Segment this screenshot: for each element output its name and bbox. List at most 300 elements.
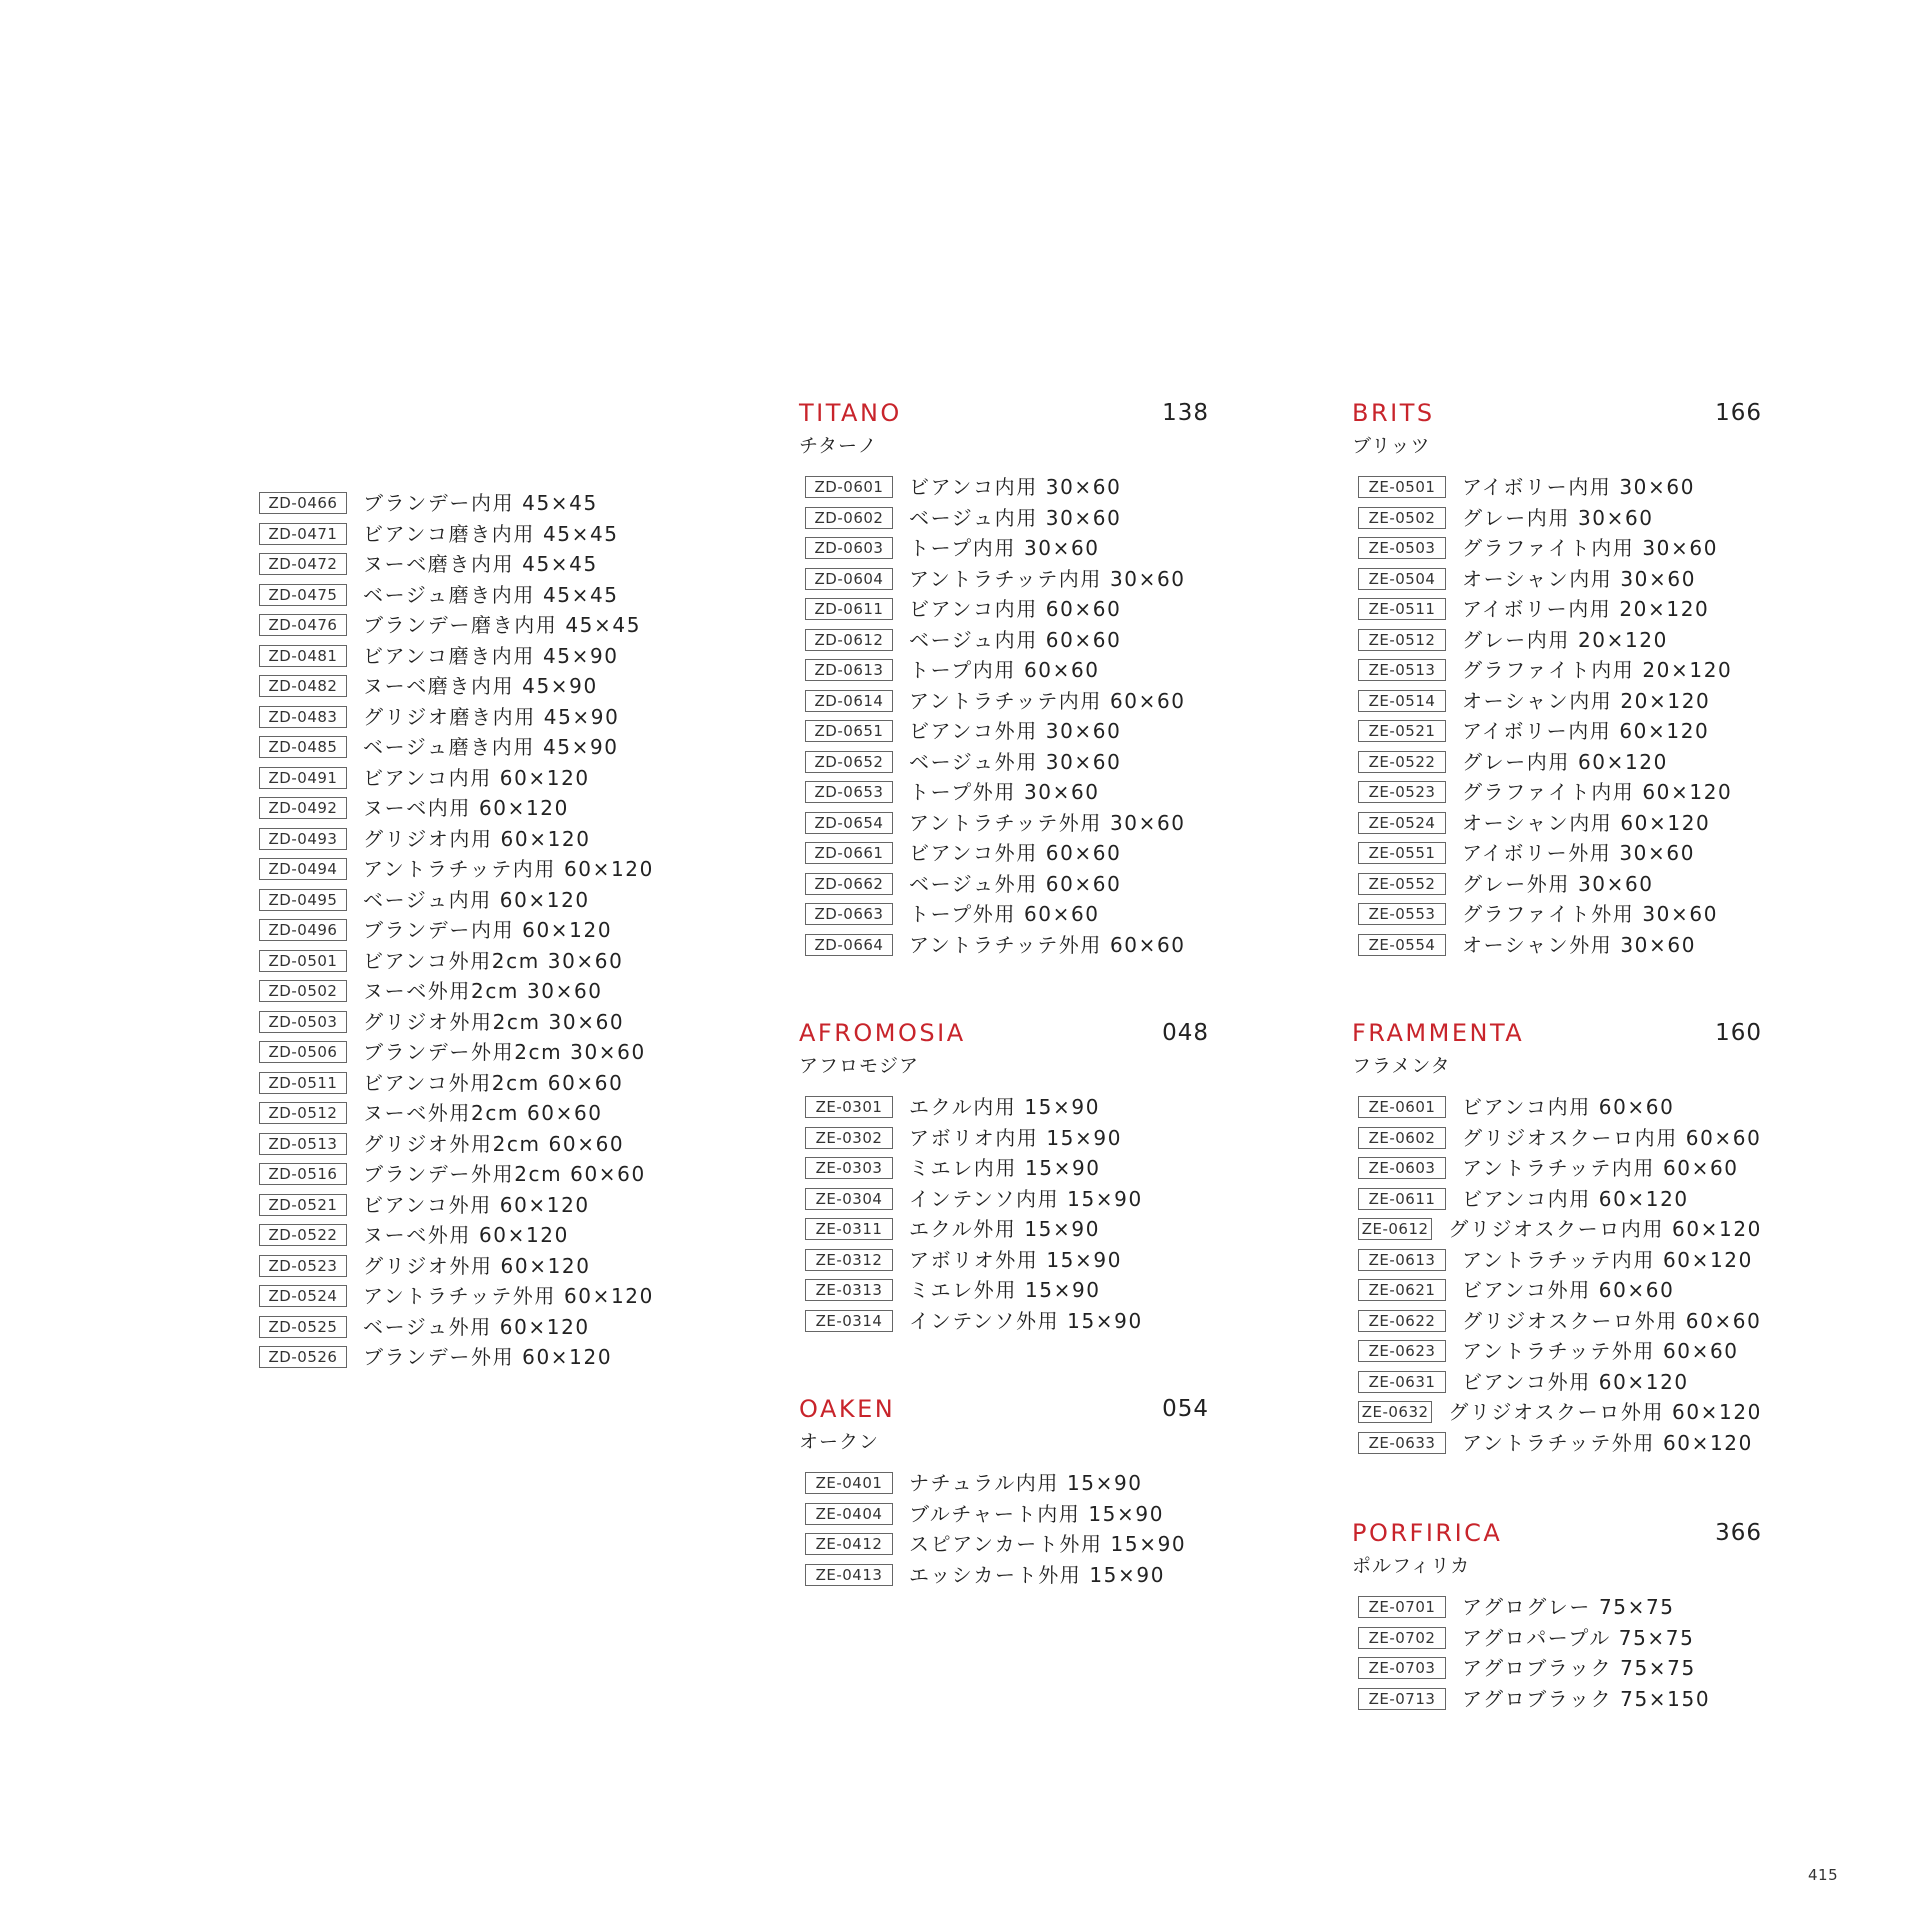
product-code-label: ZE-0401 — [805, 1472, 893, 1494]
product-code-label: ZE-0311 — [805, 1218, 893, 1240]
section-page-number: 138 — [1162, 400, 1209, 426]
product-code-label: ZD-0491 — [259, 767, 347, 789]
list-item — [799, 777, 1209, 808]
product-description: ビアンコ磨き内用 45×90 — [363, 643, 619, 668]
product-code-label: ZD-0482 — [259, 675, 347, 697]
product-code-label: ZE-0553 — [1358, 903, 1446, 925]
product-description: ビアンコ外用 60×60 — [1462, 1278, 1675, 1303]
list-item — [253, 885, 654, 916]
list-item — [253, 1037, 654, 1068]
list-item — [1352, 1275, 1762, 1306]
product-description: グレー外用 30×60 — [1462, 871, 1654, 896]
product-code-label: ZD-0652 — [805, 751, 893, 773]
product-code-label: ZD-0471 — [259, 523, 347, 545]
product-code-label: ZD-0601 — [805, 476, 893, 498]
list-item — [1352, 1336, 1762, 1367]
product-description: アイボリー内用 20×120 — [1462, 597, 1710, 622]
product-description: グラファイト内用 30×60 — [1462, 536, 1719, 561]
product-code-label: ZE-0312 — [805, 1249, 893, 1271]
product-description: ベージュ内用 60×60 — [909, 627, 1122, 652]
section-kana: フラメンタ — [1352, 1055, 1451, 1077]
product-description: ビアンコ外用 30×60 — [909, 719, 1122, 744]
product-description: グラファイト内用 20×120 — [1462, 658, 1733, 683]
list-item — [1352, 1428, 1762, 1459]
product-code-label: ZD-0664 — [805, 934, 893, 956]
section-title: OAKEN — [799, 1395, 896, 1423]
product-code-label: ZD-0653 — [805, 781, 893, 803]
list-item — [1352, 1684, 1762, 1715]
list-item — [1352, 1184, 1762, 1215]
section-items — [799, 1092, 1209, 1336]
product-code-label: ZE-0612 — [1358, 1218, 1432, 1240]
list-item — [799, 1529, 1209, 1560]
section-titano — [799, 398, 1209, 960]
product-description: インテンソ内用 15×90 — [909, 1186, 1143, 1211]
product-code-label: ZE-0713 — [1358, 1688, 1446, 1710]
product-description: ビアンコ磨き内用 45×45 — [363, 521, 619, 546]
product-description: オーシャン外用 30×60 — [1462, 932, 1697, 957]
product-code-label: ZD-0521 — [259, 1194, 347, 1216]
product-description: ベージュ磨き内用 45×45 — [363, 582, 619, 607]
product-code-label: ZE-0631 — [1358, 1371, 1446, 1393]
product-description: オーシャン内用 30×60 — [1462, 566, 1697, 591]
product-code-label: ZD-0501 — [259, 950, 347, 972]
section-title: TITANO — [799, 399, 902, 427]
list-item — [253, 1159, 654, 1190]
list-item — [1352, 747, 1762, 778]
product-description: アボリオ外用 15×90 — [909, 1247, 1123, 1272]
list-item — [799, 594, 1209, 625]
list-item — [1352, 1306, 1762, 1337]
list-item — [799, 686, 1209, 717]
list-item — [1352, 1123, 1762, 1154]
section-afromosia — [799, 1018, 1209, 1336]
product-code-label: ZD-0523 — [259, 1255, 347, 1277]
list-item — [1352, 899, 1762, 930]
product-code-label: ZD-0506 — [259, 1041, 347, 1063]
product-code-label: ZD-0614 — [805, 690, 893, 712]
list-item — [253, 946, 654, 977]
product-code-label: ZE-0512 — [1358, 629, 1446, 651]
product-description: アントラチッテ内用 60×120 — [363, 857, 654, 882]
product-code-label: ZE-0521 — [1358, 720, 1446, 742]
product-code-label: ZD-0483 — [259, 706, 347, 728]
product-description: アイボリー外用 30×60 — [1462, 841, 1696, 866]
list-item — [799, 564, 1209, 595]
product-code-label: ZE-0501 — [1358, 476, 1446, 498]
product-code-label: ZE-0303 — [805, 1157, 893, 1179]
product-code-label: ZE-0304 — [805, 1188, 893, 1210]
product-description: グレー内用 20×120 — [1462, 627, 1668, 652]
product-description: ベージュ内用 60×120 — [363, 887, 590, 912]
list-item — [1352, 1367, 1762, 1398]
section-title: PORFIRICA — [1352, 1519, 1503, 1547]
list-item — [799, 1245, 1209, 1276]
product-code-label: ZE-0513 — [1358, 659, 1446, 681]
list-item — [253, 702, 654, 733]
product-code-label: ZD-0602 — [805, 507, 893, 529]
product-code-label: ZD-0604 — [805, 568, 893, 590]
section-items — [799, 1468, 1209, 1590]
list-item — [253, 519, 654, 550]
list-item — [799, 1306, 1209, 1337]
product-description: ビアンコ内用 60×60 — [909, 597, 1122, 622]
section-header — [1352, 1518, 1762, 1558]
product-code-label: ZD-0494 — [259, 858, 347, 880]
section-oaken — [799, 1394, 1209, 1590]
product-description: インテンソ外用 15×90 — [909, 1308, 1143, 1333]
product-description: グレー内用 60×120 — [1462, 749, 1668, 774]
list-item — [1352, 503, 1762, 534]
product-description: アントラチッテ外用 60×60 — [1462, 1339, 1739, 1364]
product-description: ベージュ内用 30×60 — [909, 505, 1122, 530]
list-item — [1352, 686, 1762, 717]
product-code-label: ZE-0301 — [805, 1096, 893, 1118]
list-item — [799, 1123, 1209, 1154]
list-item — [1352, 1592, 1762, 1623]
product-code-label: ZD-0511 — [259, 1072, 347, 1094]
list-item — [1352, 564, 1762, 595]
list-item — [799, 655, 1209, 686]
list-item — [1352, 472, 1762, 503]
list-item — [253, 671, 654, 702]
list-item — [799, 747, 1209, 778]
section-kana: ポルフィリカ — [1352, 1555, 1471, 1577]
product-code-label: ZE-0313 — [805, 1279, 893, 1301]
list-item — [253, 1251, 654, 1282]
product-code-label: ZD-0654 — [805, 812, 893, 834]
list-item — [1352, 625, 1762, 656]
product-code-label: ZD-0495 — [259, 889, 347, 911]
section-brits — [1352, 398, 1762, 960]
list-item — [253, 854, 654, 885]
section-header — [799, 398, 1209, 438]
product-code-label: ZE-0412 — [805, 1533, 893, 1555]
list-item — [253, 824, 654, 855]
product-code-label: ZE-0621 — [1358, 1279, 1446, 1301]
list-item — [799, 472, 1209, 503]
product-code-label: ZD-0503 — [259, 1011, 347, 1033]
product-code-label: ZE-0603 — [1358, 1157, 1446, 1179]
section-porfirica — [1352, 1518, 1762, 1714]
list-item — [1352, 808, 1762, 839]
list-item — [1352, 1092, 1762, 1123]
list-item — [799, 808, 1209, 839]
product-code-label: ZD-0526 — [259, 1346, 347, 1368]
product-description: グリジオスクーロ内用 60×60 — [1462, 1125, 1762, 1150]
product-description: アントラチッテ内用 30×60 — [909, 566, 1186, 591]
section-kana: ブリッツ — [1352, 435, 1431, 457]
list-item — [1352, 594, 1762, 625]
list-item — [253, 1007, 654, 1038]
section-header — [1352, 398, 1762, 438]
product-description: ビアンコ外用 60×60 — [909, 841, 1122, 866]
product-code-label: ZD-0481 — [259, 645, 347, 667]
product-description: アグログレー 75×75 — [1462, 1595, 1675, 1620]
list-item — [253, 732, 654, 763]
product-code-label: ZE-0503 — [1358, 537, 1446, 559]
list-item — [1352, 533, 1762, 564]
section-header — [799, 1394, 1209, 1434]
list-item — [253, 1312, 654, 1343]
product-code-label: ZD-0493 — [259, 828, 347, 850]
section-header — [799, 1018, 1209, 1058]
section-items — [799, 472, 1209, 960]
product-code-label: ZD-0611 — [805, 598, 893, 620]
section-items — [1352, 1592, 1762, 1714]
list-item — [1352, 1653, 1762, 1684]
product-description: ヌーベ磨き内用 45×45 — [363, 552, 598, 577]
list-item — [799, 1468, 1209, 1499]
product-description: アグロパープル 75×75 — [1462, 1625, 1695, 1650]
product-code-label: ZE-0701 — [1358, 1596, 1446, 1618]
product-description: グリジオスクーロ外用 60×60 — [1462, 1308, 1762, 1333]
list-item — [253, 488, 654, 519]
product-code-label: ZE-0632 — [1358, 1401, 1432, 1423]
product-code-label: ZE-0314 — [805, 1310, 893, 1332]
product-description: エクル内用 15×90 — [909, 1095, 1101, 1120]
product-code-label: ZE-0622 — [1358, 1310, 1446, 1332]
list-item — [799, 1092, 1209, 1123]
section-items — [1352, 1092, 1762, 1458]
product-description: ベージュ外用 30×60 — [909, 749, 1122, 774]
product-code-label: ZE-0523 — [1358, 781, 1446, 803]
product-code-label: ZE-0404 — [805, 1503, 893, 1525]
product-description: トープ外用 60×60 — [909, 902, 1100, 927]
product-code-label: ZE-0702 — [1358, 1627, 1446, 1649]
list-item — [799, 1275, 1209, 1306]
list-item — [253, 1281, 654, 1312]
list-item — [799, 838, 1209, 869]
product-code-label: ZD-0512 — [259, 1102, 347, 1124]
product-description: ベージュ外用 60×120 — [363, 1314, 590, 1339]
product-code-label: ZE-0623 — [1358, 1340, 1446, 1362]
list-item — [253, 580, 654, 611]
list-item — [1352, 930, 1762, 961]
list-item — [253, 1068, 654, 1099]
product-code-label: ZE-0703 — [1358, 1657, 1446, 1679]
product-description: ミエレ内用 15×90 — [909, 1156, 1101, 1181]
product-code-label: ZE-0611 — [1358, 1188, 1446, 1210]
list-item — [253, 549, 654, 580]
product-code-label: ZE-0413 — [805, 1564, 893, 1586]
product-description: ブランデー磨き内用 45×45 — [363, 613, 642, 638]
section-kana: オークン — [799, 1431, 880, 1453]
product-description: ヌーベ外用 60×120 — [363, 1223, 569, 1248]
product-code-label: ZD-0485 — [259, 736, 347, 758]
list-item — [1352, 838, 1762, 869]
product-description: グリジオ外用2cm 30×60 — [363, 1009, 625, 1034]
list-item — [799, 1560, 1209, 1591]
product-description: トープ内用 30×60 — [909, 536, 1100, 561]
product-description: ビアンコ内用 60×120 — [1462, 1186, 1689, 1211]
list-item — [799, 1184, 1209, 1215]
product-description: スピアンカート外用 15×90 — [909, 1532, 1187, 1557]
list-item — [253, 1190, 654, 1221]
product-code-label: ZE-0522 — [1358, 751, 1446, 773]
list-item — [799, 899, 1209, 930]
product-description: アボリオ内用 15×90 — [909, 1125, 1123, 1150]
product-description: ビアンコ内用 30×60 — [909, 475, 1122, 500]
product-description: グレー内用 30×60 — [1462, 505, 1654, 530]
product-description: グラファイト内用 60×120 — [1462, 780, 1733, 805]
product-code-label: ZE-0601 — [1358, 1096, 1446, 1118]
list-item — [253, 641, 654, 672]
product-code-label: ZD-0661 — [805, 842, 893, 864]
list-item — [1352, 716, 1762, 747]
list-item — [253, 763, 654, 794]
list-item — [1352, 1397, 1762, 1428]
list-item — [253, 793, 654, 824]
list-item — [1352, 869, 1762, 900]
product-code-label: ZE-0514 — [1358, 690, 1446, 712]
section-title: FRAMMENTA — [1352, 1019, 1525, 1047]
product-description: アイボリー内用 60×120 — [1462, 719, 1710, 744]
product-description: ビアンコ外用 60×120 — [363, 1192, 590, 1217]
product-description: ブランデー内用 45×45 — [363, 491, 598, 516]
list-item — [253, 1342, 654, 1373]
section-title: AFROMOSIA — [799, 1019, 966, 1047]
section-header — [1352, 1018, 1762, 1058]
list-item — [799, 869, 1209, 900]
section-items — [1352, 472, 1762, 960]
product-description: ヌーベ外用2cm 30×60 — [363, 979, 603, 1004]
section-page-number: 160 — [1715, 1020, 1762, 1046]
product-code-label: ZE-0511 — [1358, 598, 1446, 620]
product-code-label: ZE-0524 — [1358, 812, 1446, 834]
section-page-number: 054 — [1162, 1396, 1209, 1422]
product-description: ビアンコ外用2cm 60×60 — [363, 1070, 624, 1095]
list-item — [253, 976, 654, 1007]
product-description: アントラチッテ内用 60×60 — [909, 688, 1186, 713]
product-code-label: ZE-0504 — [1358, 568, 1446, 590]
product-description: グリジオ外用2cm 60×60 — [363, 1131, 625, 1156]
section-kana: チターノ — [799, 435, 878, 457]
product-description: グリジオ外用 60×120 — [363, 1253, 591, 1278]
product-description: ミエレ外用 15×90 — [909, 1278, 1101, 1303]
list-item — [253, 1220, 654, 1251]
product-description: アイボリー内用 30×60 — [1462, 475, 1696, 500]
list-item — [799, 533, 1209, 564]
product-description: エッシカート外用 15×90 — [909, 1562, 1166, 1587]
product-description: アントラチッテ内用 60×60 — [1462, 1156, 1739, 1181]
product-code-label: ZD-0496 — [259, 919, 347, 941]
list-item — [799, 716, 1209, 747]
product-code-label: ZD-0466 — [259, 492, 347, 514]
list-item — [799, 1499, 1209, 1530]
product-code-label: ZD-0663 — [805, 903, 893, 925]
product-code-label: ZE-0554 — [1358, 934, 1446, 956]
product-description: グリジオスクーロ外用 60×120 — [1448, 1400, 1762, 1425]
product-description: アントラチッテ外用 60×60 — [909, 932, 1186, 957]
product-code-label: ZE-0502 — [1358, 507, 1446, 529]
product-code-label: ZE-0602 — [1358, 1127, 1446, 1149]
list-item — [1352, 1153, 1762, 1184]
product-description: アントラチッテ外用 30×60 — [909, 810, 1186, 835]
product-description: ヌーベ外用2cm 60×60 — [363, 1101, 603, 1126]
product-code-label: ZD-0476 — [259, 614, 347, 636]
product-description: ビアンコ外用2cm 30×60 — [363, 948, 624, 973]
product-description: ブランデー外用 60×120 — [363, 1345, 613, 1370]
product-code-label: ZD-0492 — [259, 797, 347, 819]
list-item — [1352, 1623, 1762, 1654]
product-code-label: ZD-0475 — [259, 584, 347, 606]
product-description: グラファイト外用 30×60 — [1462, 902, 1719, 927]
product-description: グリジオ内用 60×120 — [363, 826, 591, 851]
section-page-number: 166 — [1715, 400, 1762, 426]
product-code-label: ZE-0552 — [1358, 873, 1446, 895]
list-item — [253, 915, 654, 946]
product-code-label: ZD-0522 — [259, 1224, 347, 1246]
product-description: エクル外用 15×90 — [909, 1217, 1101, 1242]
left-product-list — [253, 488, 654, 1373]
product-code-label: ZD-0516 — [259, 1163, 347, 1185]
list-item — [1352, 1214, 1762, 1245]
product-code-label: ZE-0633 — [1358, 1432, 1446, 1454]
product-code-label: ZE-0613 — [1358, 1249, 1446, 1271]
product-description: ヌーベ内用 60×120 — [363, 796, 569, 821]
product-description: ベージュ磨き内用 45×90 — [363, 735, 619, 760]
product-code-label: ZD-0525 — [259, 1316, 347, 1338]
list-item — [799, 930, 1209, 961]
product-code-label: ZD-0472 — [259, 553, 347, 575]
section-frammenta — [1352, 1018, 1762, 1458]
list-item — [253, 610, 654, 641]
list-item — [1352, 655, 1762, 686]
section-kana: アフロモジア — [799, 1055, 920, 1077]
page-number: 415 — [1808, 1866, 1839, 1884]
list-item — [253, 1129, 654, 1160]
product-description: アントラチッテ内用 60×120 — [1462, 1247, 1753, 1272]
list-item — [1352, 777, 1762, 808]
product-description: ナチュラル内用 15×90 — [909, 1471, 1143, 1496]
product-code-label: ZE-0302 — [805, 1127, 893, 1149]
product-description: ビアンコ内用 60×120 — [363, 765, 590, 790]
product-code-label: ZD-0603 — [805, 537, 893, 559]
product-code-label: ZD-0524 — [259, 1285, 347, 1307]
product-description: トープ外用 30×60 — [909, 780, 1100, 805]
product-description: アグロブラック 75×75 — [1462, 1656, 1696, 1681]
product-description: ブランデー外用2cm 60×60 — [363, 1162, 646, 1187]
list-item — [799, 625, 1209, 656]
product-code-label: ZD-0662 — [805, 873, 893, 895]
product-description: オーシャン内用 60×120 — [1462, 810, 1711, 835]
product-description: ベージュ外用 60×60 — [909, 871, 1122, 896]
section-title: BRITS — [1352, 399, 1435, 427]
product-code-label: ZD-0502 — [259, 980, 347, 1002]
list-item — [799, 1214, 1209, 1245]
product-code-label: ZD-0651 — [805, 720, 893, 742]
section-page-number: 366 — [1715, 1520, 1762, 1546]
product-description: アグロブラック 75×150 — [1462, 1686, 1711, 1711]
product-description: ブランデー外用2cm 30×60 — [363, 1040, 646, 1065]
product-description: ビアンコ外用 60×120 — [1462, 1369, 1689, 1394]
product-description: アントラチッテ外用 60×120 — [363, 1284, 654, 1309]
product-code-label: ZD-0613 — [805, 659, 893, 681]
list-item — [799, 503, 1209, 534]
product-description: グリジオスクーロ内用 60×120 — [1448, 1217, 1762, 1242]
product-code-label: ZD-0612 — [805, 629, 893, 651]
product-description: ブランデー内用 60×120 — [363, 918, 613, 943]
section-page-number: 048 — [1162, 1020, 1209, 1046]
product-description: オーシャン内用 20×120 — [1462, 688, 1711, 713]
product-description: ヌーベ磨き内用 45×90 — [363, 674, 598, 699]
product-description: トープ内用 60×60 — [909, 658, 1100, 683]
product-code-label: ZD-0513 — [259, 1133, 347, 1155]
product-description: グリジオ磨き内用 45×90 — [363, 704, 620, 729]
list-item — [253, 1098, 654, 1129]
product-description: ブルチャート内用 15×90 — [909, 1501, 1165, 1526]
